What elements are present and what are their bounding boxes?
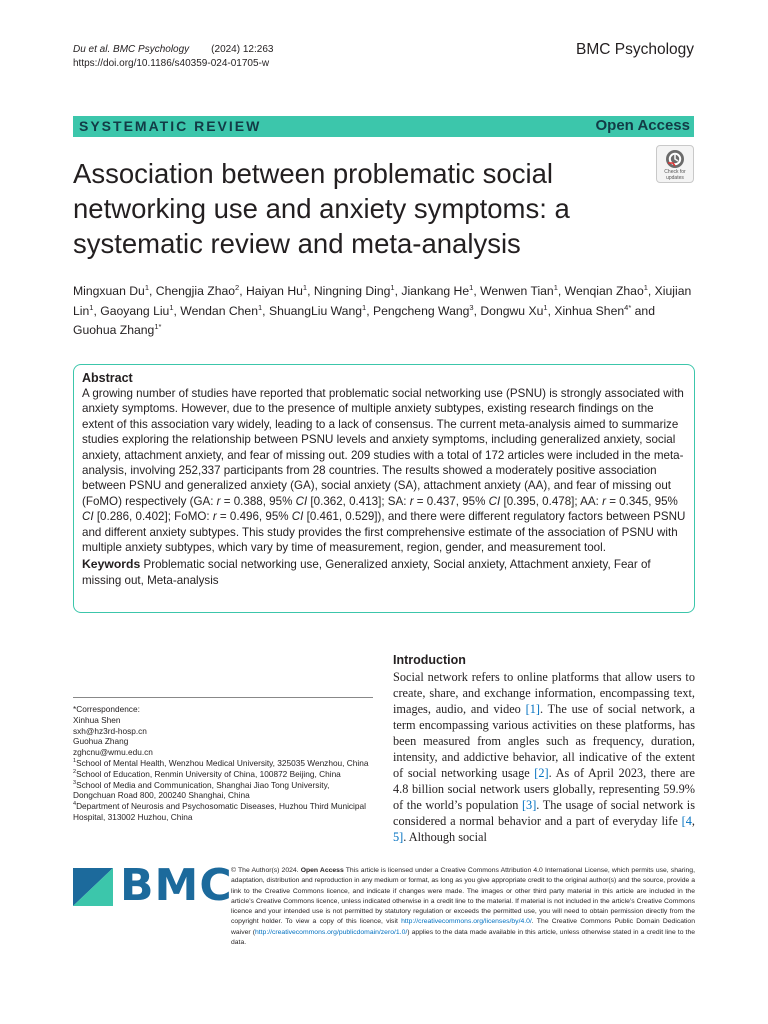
author-name[interactable]: Ningning Ding — [313, 284, 391, 298]
citation-link[interactable]: [2] — [534, 766, 549, 781]
affiliation-item — [73, 758, 373, 769]
citation-link[interactable]: [3] — [521, 798, 537, 813]
license-text: © The Author(s) 2024. — [231, 867, 301, 874]
author-name[interactable]: Haiyan Hu — [246, 284, 303, 298]
abstract-body-2: ), and there were different regulatory factors between PSNU and different anxiety subtypes. This study provides the first comprehensive estimate of the association of PSNU with multiple anxiety subtypes, which vary by time of measurement, region, gender, and measurement tool. — [82, 510, 686, 555]
author-affiliation: 1 — [362, 302, 367, 312]
affiliation-text: School of Media and Communication, Shanghai Jiao Tong University, Dongchuan Road 800, 200240 Shanghai, China — [73, 779, 330, 801]
license-text: This article is licensed under a Creative Commons Attribution 4.0 International License, which permits use, sharing, adaptation, distribution and reproduction in any medium or format, as long as you give appropriate credit to the original author(s) and the source, provide a link to the Creative Commons licence, and indicate if changes were made. The images or other third party material in this article are included in the article’s Creative Commons licence, unless indicated otherwise in a credit line to the material. If material is not included in the article’s Creative Commons licence and your intended use is not permitted by statutory regulation or exceeds the permitted use, you will need to obtain permission directly from the copyright holder. To view a copy of this licence, visit — [231, 867, 695, 926]
stat-text: = 0.388, 95% — [220, 494, 296, 508]
keywords-list: Problematic social networking use, Generalized anxiety, Social anxiety, Attachment anxiety, Fear of missing out, Meta-analysis — [82, 558, 651, 587]
corresponding-author-name: Guohua Zhang — [73, 736, 129, 747]
stat-r: r — [212, 510, 217, 524]
author-affiliation: 1 — [302, 282, 308, 292]
license-text: ) applies to the data made available in this article, unless otherwise stated in a credit line to the data. — [231, 928, 696, 947]
check-for-updates-label-2: updates — [666, 175, 684, 181]
correspondence-block — [73, 697, 373, 823]
citation-link[interactable]: 5] — [393, 830, 404, 845]
affiliation-item — [73, 769, 373, 780]
introduction-heading: Introduction — [393, 653, 466, 667]
author-affiliation: 4* — [624, 302, 632, 312]
citation-link[interactable]: [1] — [525, 702, 540, 717]
license-open-access: Open Access — [300, 867, 344, 874]
abstract-text — [82, 386, 687, 555]
stat-ci: CI — [488, 494, 501, 508]
license-statement — [231, 866, 695, 948]
author-name[interactable]: Jiankang He — [401, 284, 470, 298]
affiliation-text: School of Education, Renmin University of China, 100872 Beijing, China — [76, 768, 341, 779]
author-affiliation: 1 — [469, 282, 474, 292]
stat-r: r — [409, 494, 414, 508]
stat-r: r — [216, 494, 221, 508]
citation-volume: (2024) 12:263 — [211, 44, 274, 55]
corresponding-author-email[interactable]: sxh@hz3rd-hosp.cn — [73, 725, 147, 736]
keywords — [82, 557, 687, 588]
bmc-logo-wordmark: BMC — [120, 860, 233, 911]
stat-text: [0.395, 0.478]; AA: — [500, 494, 603, 508]
check-for-updates-label-1: Check for — [664, 169, 686, 175]
license-link[interactable]: http://creativecommons.org/publicdomain/zero/1.0/ — [254, 928, 408, 936]
affiliation-number: 1 — [73, 758, 77, 765]
introduction-text — [393, 669, 695, 846]
stat-text: = 0.496, 95% — [216, 510, 292, 524]
journal-name: BMC Psychology — [575, 41, 694, 58]
author-name[interactable]: Mingxuan Du — [73, 284, 145, 298]
stat-ci: CI — [291, 510, 304, 524]
author-affiliation: 1 — [89, 302, 94, 312]
license-text: . The Creative Commons Public Domain Dedication waiver ( — [231, 918, 695, 936]
author-name[interactable]: Wenqian Zhao — [564, 284, 644, 298]
author-list: Mingxuan Du$^1$, Chengjia Zhao$^2$, Haiyan Hu$^1$, Ningning Ding$^1$, Jiankang He$^1$, Wenwen Tian$^1$, Wenqian Zhao$^1$, Xiujian Lin$^1$, Gaoyang Liu$^1$, Wendan Chen$^1$, ShuangLiu Wang$^1$, Pengcheng Wang$^3$, Dongwu Xu$^1$, Xinhua Shen$^{4*}$ and Guohua Zhang$^{1*}$ — [73, 282, 692, 337]
author-affiliation: 1 — [543, 302, 548, 312]
stat-text: = 0.345, 95% — [605, 494, 678, 508]
corresponding-author-name: Xinhua Shen — [73, 714, 121, 725]
affiliation-item — [73, 801, 373, 823]
author-name[interactable]: Dongwu Xu — [480, 303, 544, 318]
check-for-updates-badge[interactable] — [656, 145, 694, 183]
author-name[interactable]: ShuangLiu Wang — [268, 303, 363, 318]
author-affiliation: 3 — [469, 302, 474, 312]
abstract-box — [73, 364, 695, 613]
author-name[interactable]: Wenwen Tian — [480, 284, 554, 298]
intro-sentence: . The usage of social network is considered a normal behavior and a part of everyday life — [393, 798, 695, 829]
intro-sentence: . As of April 2023, there are 4.8 billion social network users globally, representing 59.9% of the world’s population — [393, 766, 695, 813]
affiliation-text: School of Mental Health, Wenzhou Medical University, 325035 Wenzhou, China — [76, 757, 369, 768]
abstract-body-1: A growing number of studies have reported that problematic social networking use (PSNU) is strongly associated with anxiety symptoms. However, due to the presence of multiple anxiety subtypes, existing research findings on the extent of this association vary widely, leading to a lack of consensus. The current meta-analysis aimed to summarize studies exploring the relationship between PSNU levels and anxiety symptoms, including generalized anxiety, social anxiety, attachment anxiety, and fear of missing out. 209 studies with a total of 172 articles were included in the meta-analysis, involving 252,337 participants from 28 countries. The results showed a moderately positive association between PSNU and generalized anxiety (GA), social anxiety (SA), attachment anxiety (AA), and fear of missing out (FoMO) respectively (GA: — [82, 387, 684, 508]
corresponding-author-email[interactable]: zghcnu@wmu.edu.cn — [73, 747, 153, 758]
article-type: SYSTEMATIC REVIEW — [79, 118, 262, 134]
stat-text: [0.461, 0.529] — [303, 510, 378, 524]
author-affiliation: 1 — [643, 282, 648, 292]
stat-ci: CI — [295, 494, 308, 508]
author-name[interactable]: Xiujian Lin — [73, 284, 692, 318]
author-affiliation: 1* — [154, 321, 162, 331]
affiliation-number: 3 — [73, 779, 77, 786]
stat-text: [0.362, 0.413]; SA: — [307, 494, 410, 508]
author-affiliation: 1 — [144, 282, 149, 292]
affiliation-item — [73, 780, 373, 802]
author-name[interactable]: Pengcheng Wang — [372, 303, 470, 318]
open-access-label: Open Access — [595, 117, 690, 134]
stat-text: [0.286, 0.402]; FoMO: — [93, 510, 213, 524]
correspondence-heading: *Correspondence: — [73, 704, 140, 714]
author-affiliation: 2 — [235, 282, 240, 292]
author-name[interactable]: Gaoyang Liu — [100, 303, 170, 318]
author-affiliation: 1 — [390, 282, 395, 292]
article-type-banner — [73, 116, 694, 137]
author-name[interactable]: Chengjia Zhao — [155, 284, 236, 298]
check-for-updates-icon — [665, 149, 685, 169]
stat-r: r — [602, 494, 606, 508]
stat-text: = 0.437, 95% — [413, 494, 489, 508]
affiliation-number: 4 — [73, 801, 77, 808]
bmc-logo — [73, 860, 233, 911]
intro-sentence: . The use of social network, a term encompassing various activities on these platforms, has been measured from angles such as frequency, duration, intensity, and addictive behavior, all indicative of the extent of social networking usage — [393, 702, 695, 781]
author-name[interactable]: Wendan Chen — [180, 303, 258, 318]
article-title: Association between problematic social networking use and anxiety symptoms: a systematic review and meta-analysis — [73, 158, 570, 259]
license-link[interactable]: http://creativecommons.org/licenses/by/4.0/ — [401, 918, 532, 926]
citation-header — [73, 43, 273, 71]
author-affiliation: 1 — [169, 302, 174, 312]
affiliation-text: Department of Neurosis and Psychosomatic Diseases, Huzhou Third Municipal Hospital, 313002 Huzhou, China — [73, 801, 366, 822]
author-name[interactable]: Guohua Zhang — [73, 323, 155, 337]
citation-separator: , — [691, 814, 695, 829]
abstract-heading: Abstract — [82, 371, 133, 385]
author-affiliation: 1 — [258, 302, 263, 312]
citation-link[interactable]: [4 — [681, 814, 692, 829]
bmc-logo-mark-icon — [73, 868, 113, 906]
author-affiliation: 1 — [553, 282, 558, 292]
author-name[interactable]: Xinhua Shen — [554, 303, 625, 318]
affiliation-number: 2 — [73, 769, 77, 776]
intro-sentence: . Although social — [403, 830, 487, 845]
doi-link[interactable]: https://doi.org/10.1186/s40359-024-01705-w — [73, 58, 270, 69]
citation-authors: Du et al. BMC Psychology — [73, 44, 190, 55]
keywords-label: Keywords — [82, 557, 141, 572]
intro-sentence: Social network refers to online platforms that allow users to create, share, and exchange information, encompassing text, images, audio, and video — [393, 670, 695, 717]
stat-ci: CI — [82, 510, 94, 524]
